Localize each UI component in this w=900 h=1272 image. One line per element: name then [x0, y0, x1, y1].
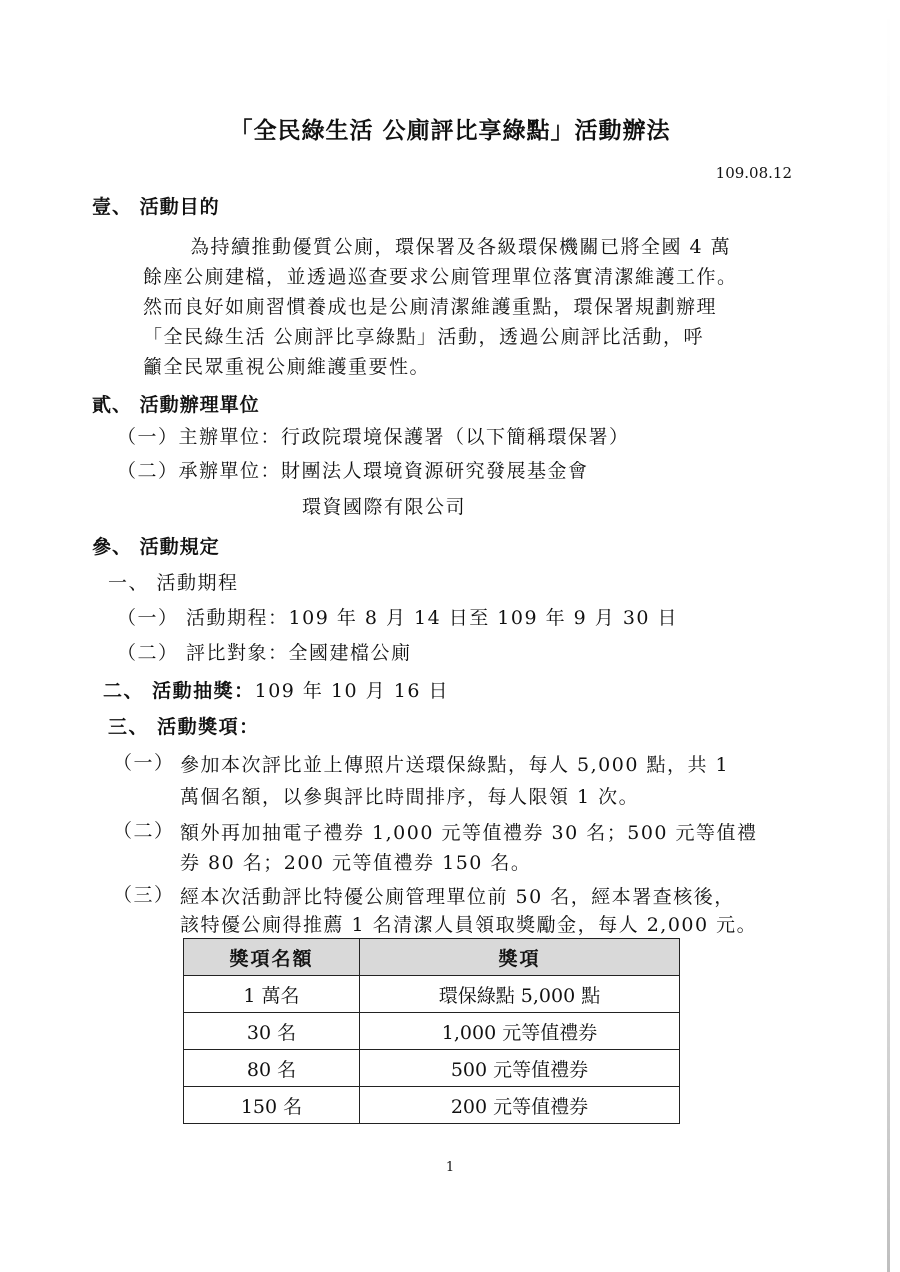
- prize-heading: 三、 活動獎項：: [108, 716, 260, 738]
- table-cell-quota: 150 名: [184, 1087, 360, 1124]
- section-3-heading: 參、 活動規定: [92, 536, 220, 558]
- table-cell-prize: 環保綠點 5,000 點: [360, 976, 680, 1013]
- prize-1-line: 參加本次評比並上傳照片送環保綠點，每人 5,000 點，共 1: [180, 754, 730, 776]
- schedule-period: （一） 活動期程：109 年 8 月 14 日至 109 年 9 月 30 日: [117, 607, 679, 629]
- table-row: [184, 1050, 680, 1087]
- section-1-line: 「全民綠生活 公廁評比享綠點」活動，透過公廁評比活動，呼: [143, 326, 705, 348]
- section-1-line: 餘座公廁建檔，並透過巡查要求公廁管理單位落實清潔維護工作。: [143, 266, 738, 288]
- table-cell-quota: 30 名: [184, 1013, 360, 1050]
- executor-line-cont: 環資國際有限公司: [302, 496, 467, 518]
- organizer-line: （一）主辦單位：行政院環境保護署（以下簡稱環保署）: [117, 426, 630, 448]
- prize-1-number: （一）: [113, 752, 175, 774]
- table-header-prize: 獎項: [360, 939, 680, 976]
- draw-label: 二、 活動抽獎：: [103, 680, 255, 702]
- section-1-heading: 壹、 活動目的: [92, 196, 220, 218]
- table-cell-quota: 80 名: [184, 1050, 360, 1087]
- table-row: [184, 976, 680, 1013]
- page-number: 1: [445, 1160, 455, 1175]
- prize-3-number: （三）: [113, 884, 175, 906]
- document-date: 109.08.12: [715, 164, 792, 182]
- prize-2-line: 券 80 名；200 元等值禮券 150 名。: [180, 852, 532, 874]
- section-1-line: 然而良好如廁習慣養成也是公廁清潔維護重點，環保署規劃辦理: [143, 296, 718, 318]
- table-cell-prize: 200 元等值禮券: [360, 1087, 680, 1124]
- table-row: [184, 1087, 680, 1124]
- schedule-target: （二） 評比對象：全國建檔公廁: [117, 642, 412, 664]
- table-header-row: [184, 939, 680, 976]
- table-cell-prize: 500 元等值禮券: [360, 1050, 680, 1087]
- prize-2-number: （二）: [113, 820, 175, 842]
- prize-2-line: 額外再加抽電子禮券 1,000 元等值禮券 30 名；500 元等值禮: [180, 822, 758, 844]
- awards-table: [183, 938, 680, 1124]
- table-header-quota: 獎項名額: [184, 939, 360, 976]
- schedule-heading: 一、 活動期程: [108, 572, 239, 594]
- prize-1-line: 萬個名額，以參與評比時間排序，每人限領 1 次。: [180, 786, 640, 808]
- draw-date: 109 年 10 月 16 日: [254, 680, 449, 702]
- document-title: 「全民綠生活 公廁評比享綠點」活動辦法: [229, 117, 671, 144]
- section-2-heading: 貳、 活動辦理單位: [92, 394, 260, 416]
- table-cell-quota: 1 萬名: [184, 976, 360, 1013]
- table-cell-prize: 1,000 元等值禮券: [360, 1013, 680, 1050]
- scan-edge-shadow: [887, 0, 890, 1272]
- section-1-line: 為持續推動優質公廁，環保署及各級環保機關已將全國 4 萬: [190, 236, 732, 258]
- draw-line: [103, 676, 449, 703]
- executor-line: （二）承辦單位：財團法人環境資源研究發展基金會: [117, 460, 589, 482]
- prize-3-line: 經本次活動評比特優公廁管理單位前 50 名，經本署查核後，: [180, 886, 735, 908]
- table-row: [184, 1013, 680, 1050]
- section-1-line: 籲全民眾重視公廁維護重要性。: [143, 356, 431, 378]
- prize-3-line: 該特優公廁得推薦 1 名清潔人員領取獎勵金，每人 2,000 元。: [180, 914, 758, 936]
